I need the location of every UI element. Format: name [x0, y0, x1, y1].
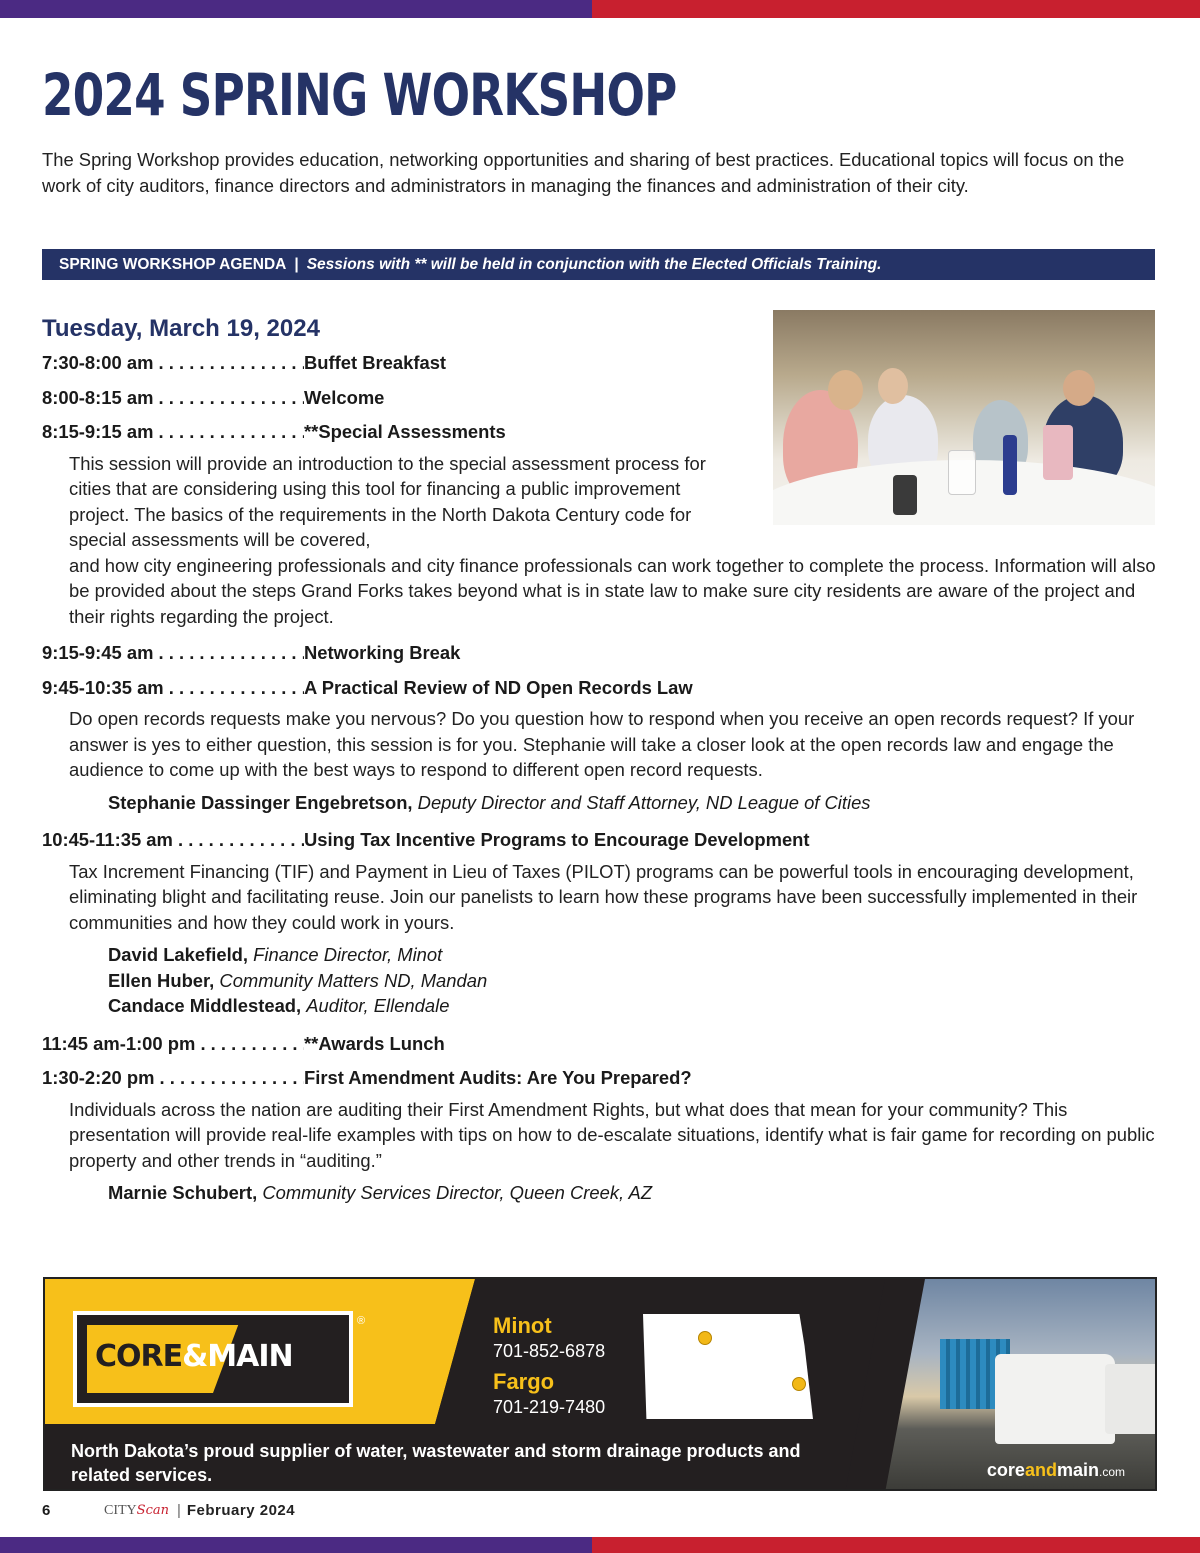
speaker [108, 1180, 1157, 1206]
agenda-row [42, 1027, 1157, 1062]
session-description-part: This session will provide an introduction to the special assessment process for cities that are considering using this tool for financing a public improvement project. The basics of the requirements in the North Dakota Century code for special assessments will be covered, [69, 452, 706, 550]
session-time: 8:00-8:15 am . . . [42, 381, 304, 416]
session-description [69, 450, 1157, 637]
page-title: 2024 SPRING WORKSHOP [42, 61, 677, 129]
speaker [108, 968, 1157, 994]
map-pin-icon [698, 1331, 712, 1345]
core-and-main-logo: CORE&MAIN [73, 1311, 353, 1407]
session-description-part: and how city engineering professionals and city finance professionals can work together to complete the process. Information will also be provided about the steps Grand Forks takes beyond what is in state law to make sure city residents are aware of the project and their rights regarding the project. [69, 554, 1156, 627]
ad-phone: 701-852-6878 [493, 1341, 606, 1361]
session-title: **Special Assessments [304, 421, 506, 442]
session-time: 9:15-9:45 am . . . [42, 636, 304, 671]
session-title: A Practical Review of ND Open Records Law [304, 676, 693, 698]
speaker-role: Finance Director, Minot [253, 944, 443, 965]
agenda-label: SPRING WORKSHOP AGENDA [59, 256, 287, 273]
agenda-content [42, 310, 1157, 1214]
issue-date: February 2024 [186, 1502, 296, 1519]
bottom-color-bar [0, 1537, 1200, 1553]
agenda-row [42, 346, 1157, 381]
registered-mark: ® [357, 1315, 366, 1327]
session-time: 11:45 am-1:00 pm . . . [42, 1027, 304, 1062]
truck [995, 1354, 1115, 1444]
north-dakota-map [643, 1314, 813, 1419]
speaker-list [108, 942, 1157, 1027]
agenda-row [42, 1061, 1157, 1096]
session-description: Tax Increment Financing (TIF) and Payment in Lieu of Taxes (PILOT) programs can be powerful tools in encouraging development, eliminating blight and facilitating reuse. Join our panelists to learn how these programs have been successfully implemented in their communities and how they could work in yours. [69, 860, 1138, 933]
session-time: 1:30-2:20 pm . . . [42, 1061, 304, 1096]
session-title: **Awards Lunch [304, 1032, 445, 1054]
cityscan-logo: CITYScan [104, 1502, 169, 1518]
speaker-list [108, 1180, 1157, 1214]
agenda-row [42, 381, 1157, 416]
session-time: 10:45-11:35 am . . . [42, 823, 304, 858]
speaker [108, 993, 1157, 1019]
session-title: Welcome [304, 386, 385, 408]
agenda-row [42, 415, 1157, 450]
session-title: Using Tax Incentive Programs to Encourage Development [304, 829, 810, 850]
speaker-list [108, 790, 1157, 824]
session-title: Buffet Breakfast [304, 352, 447, 373]
session-time: 7:30-8:00 am . . . [42, 346, 304, 381]
session-time: 9:45-10:35 am . . . [42, 671, 304, 706]
session-description: Individuals across the nation are auditing their First Amendment Rights, but what does that mean for your community? This presentation will provide real-life examples with tips on how to de-escalate situations, identify what is fair game for recording on public property and other trends in “auditing.” [69, 1098, 1155, 1171]
page-footer [42, 1502, 295, 1519]
map-pin-icon [792, 1377, 806, 1391]
speaker-role: Auditor, Ellendale [306, 995, 450, 1016]
ad-phone: 701-219-7480 [493, 1397, 606, 1417]
agenda-day: Tuesday, March 19, 2024 [42, 315, 320, 342]
agenda-row [42, 671, 1157, 706]
truck [1105, 1364, 1157, 1434]
ad-city: Minot [493, 1313, 552, 1338]
session-time: 8:15-9:15 am . . . [42, 415, 304, 450]
speaker-role: Community Services Director, Queen Creek, AZ [262, 1182, 653, 1203]
speaker-name: Marnie Schubert, [108, 1182, 258, 1203]
speaker-role: Community Matters ND, Mandan [219, 969, 488, 991]
speaker-name: Candace Middlestead, [108, 995, 302, 1016]
footer-separator: | [176, 1502, 181, 1519]
core-and-main-ad[interactable] [43, 1277, 1157, 1491]
agenda-note: Sessions with ** will be held in conjunction with the Elected Officials Training. [306, 256, 882, 273]
ad-url[interactable]: coreandmain.com [986, 1460, 1125, 1480]
ad-city: Fargo [493, 1369, 555, 1394]
speaker-name: Ellen Huber, [108, 969, 215, 991]
agenda-row [42, 636, 1157, 671]
session-title: Networking Break [304, 642, 461, 663]
agenda-banner [42, 249, 1155, 280]
speaker [108, 790, 1157, 816]
top-color-bar [0, 0, 1200, 18]
speaker-name: Stephanie Dassinger Engebretson, [108, 791, 413, 813]
agenda-row [42, 823, 1157, 858]
intro-paragraph: The Spring Workshop provides education, networking opportunities and sharing of best practices. Educational topics will focus on the work of city auditors, finance directors and administrators in managing the finances and administration of their city. [42, 149, 1125, 196]
agenda-separator: | [294, 256, 299, 273]
page-number: 6 [42, 1502, 51, 1519]
speaker-role: Deputy Director and Staff Attorney, ND League of Cities [417, 791, 871, 813]
speaker-name: David Lakefield, [108, 944, 249, 965]
ad-tagline: North Dakota’s proud supplier of water, wastewater and storm drainage products and related services. [71, 1441, 801, 1485]
session-description: Do open records requests make you nervous? Do you question how to respond when you receive an open records request? If your answer is yes to either question, this session is for you. Stephanie will take a closer look at the open records law and engage the audience to come up with the best ways to respond to different open record requests. [69, 708, 1135, 780]
session-title: First Amendment Audits: Are You Prepared? [304, 1067, 692, 1088]
speaker [108, 942, 1157, 968]
